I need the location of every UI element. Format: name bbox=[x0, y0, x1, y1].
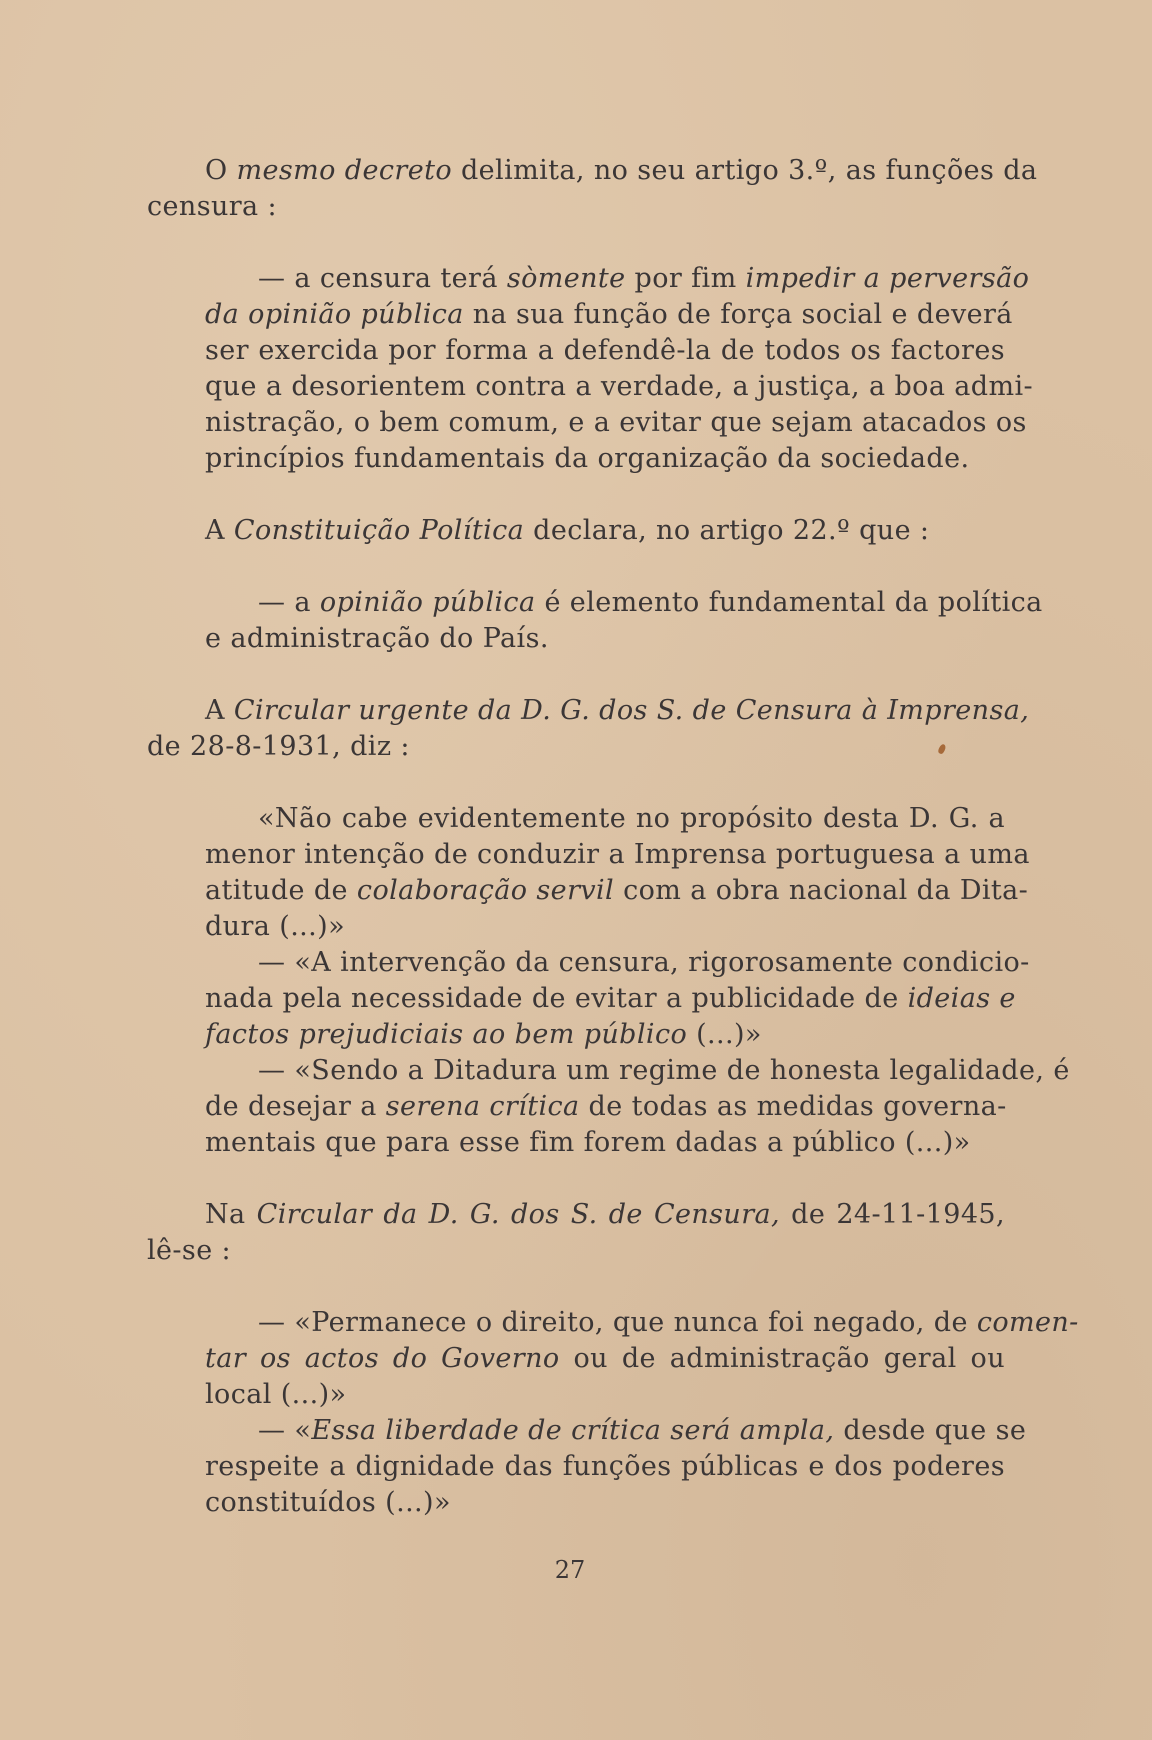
text-segment: — a bbox=[258, 587, 320, 618]
text-segment: Na bbox=[205, 1199, 257, 1230]
text-segment: com a obra nacional da Dita- bbox=[614, 875, 1029, 906]
text-line bbox=[258, 261, 1030, 297]
text-line bbox=[205, 1485, 451, 1521]
text-segment: — «Permanece o direito, que nunca foi negado, de bbox=[258, 1307, 977, 1338]
text-segment: princípios fundamentais da organização da sociedade. bbox=[205, 443, 970, 474]
text-line bbox=[205, 513, 929, 549]
text-line bbox=[205, 1089, 1005, 1125]
italic-text: mesmo decreto bbox=[236, 155, 452, 186]
text-line bbox=[205, 873, 1029, 909]
text-line bbox=[258, 585, 1043, 621]
text-line bbox=[205, 909, 345, 945]
text-segment: — «Sendo a Ditadura um regime de honesta legalidade, é bbox=[258, 1055, 1070, 1086]
text-line bbox=[147, 189, 278, 225]
text-line bbox=[258, 1413, 1027, 1449]
italic-text: Essa liberdade de crítica será ampla, bbox=[311, 1415, 835, 1446]
text-segment: de 24-11-1945, bbox=[780, 1199, 1005, 1230]
italic-text: ideias e bbox=[907, 983, 1016, 1014]
text-segment: respeite a dignidade das funções públicas e dos poderes bbox=[205, 1451, 1005, 1482]
text-line bbox=[147, 1233, 231, 1269]
text-segment: é elemento fundamental da política bbox=[535, 587, 1043, 618]
text-segment: local (...)» bbox=[205, 1379, 347, 1410]
text-segment: ser exercida por forma a defendê-la de todos os factores bbox=[205, 335, 1005, 366]
text-segment: nistração, o bem comum, e a evitar que sejam atacados os bbox=[205, 407, 1027, 438]
text-line bbox=[258, 1053, 1070, 1089]
text-segment: (...)» bbox=[687, 1019, 762, 1050]
text-segment: lê-se : bbox=[147, 1235, 232, 1266]
paper-speck bbox=[937, 743, 947, 755]
text-segment: de 28-8-1931, diz : bbox=[147, 731, 410, 762]
italic-text: Constituição Política bbox=[233, 515, 525, 546]
italic-text: tar os actos do Governo bbox=[205, 1343, 560, 1374]
italic-text: factos prejudiciais ao bem público bbox=[205, 1019, 688, 1050]
text-line bbox=[205, 405, 1027, 441]
italic-text: serena crítica bbox=[385, 1091, 580, 1122]
text-line bbox=[258, 801, 1005, 837]
text-segment: que a desorientem contra a verdade, a justiça, a boa admi- bbox=[205, 371, 1034, 402]
text-line bbox=[258, 945, 1030, 981]
text-segment: «Não cabe evidentemente no propósito desta D. G. a bbox=[258, 803, 1005, 834]
italic-text: Circular da D. G. dos S. de Censura, bbox=[256, 1199, 781, 1230]
italic-text: da opinião pública bbox=[205, 299, 464, 330]
italic-text: impedir a perversão bbox=[745, 263, 1030, 294]
text-line bbox=[147, 729, 410, 765]
text-line bbox=[205, 333, 1005, 369]
text-line bbox=[205, 981, 1016, 1017]
page-number: 27 bbox=[554, 1556, 586, 1584]
text-segment: de todas as medidas governa- bbox=[579, 1091, 1007, 1122]
text-segment: menor intenção de conduzir a Imprensa portuguesa a uma bbox=[205, 839, 1030, 870]
text-segment: A bbox=[205, 695, 234, 726]
text-line bbox=[205, 1125, 971, 1161]
text-segment: por fim bbox=[625, 263, 746, 294]
italic-text: colaboração servil bbox=[356, 875, 615, 906]
italic-text: Circular urgente da D. G. dos S. de Censura à Imprensa, bbox=[233, 695, 1030, 726]
text-segment: desde que se bbox=[834, 1415, 1027, 1446]
text-segment: O bbox=[205, 155, 237, 186]
text-segment: — « bbox=[258, 1415, 312, 1446]
text-line bbox=[205, 369, 1034, 405]
text-segment: dura (...)» bbox=[205, 911, 345, 942]
text-line bbox=[205, 1017, 762, 1053]
italic-text: comen- bbox=[976, 1307, 1079, 1338]
italic-text: opinião pública bbox=[319, 587, 536, 618]
text-line bbox=[205, 837, 1030, 873]
text-segment: e administração do País. bbox=[205, 623, 549, 654]
text-segment: — a censura terá bbox=[258, 263, 507, 294]
text-segment: na sua função de força social e deverá bbox=[463, 299, 1013, 330]
text-line bbox=[205, 1341, 1005, 1377]
text-segment: ou de administração geral ou bbox=[559, 1343, 1005, 1374]
text-line bbox=[205, 441, 969, 477]
text-line bbox=[258, 1305, 1079, 1341]
text-segment: — «A intervenção da censura, rigorosamente condicio- bbox=[258, 947, 1030, 978]
text-line bbox=[205, 1449, 1005, 1485]
italic-text: sòmente bbox=[506, 263, 626, 294]
text-line bbox=[205, 153, 1038, 189]
text-line bbox=[205, 1197, 1005, 1233]
text-line bbox=[205, 621, 549, 657]
text-segment: censura : bbox=[147, 191, 278, 222]
text-segment: constituídos (...)» bbox=[205, 1487, 451, 1518]
text-line bbox=[205, 297, 1013, 333]
text-segment: delimita, no seu artigo 3.º, as funções da bbox=[451, 155, 1038, 186]
text-segment: mentais que para esse fim forem dadas a público (...)» bbox=[205, 1127, 971, 1158]
text-segment: A bbox=[205, 515, 234, 546]
text-segment: de desejar a bbox=[205, 1091, 386, 1122]
text-line bbox=[205, 693, 1030, 729]
text-segment: nada pela necessidade de evitar a publicidade de bbox=[205, 983, 908, 1014]
text-segment: declara, no artigo 22.º que : bbox=[524, 515, 930, 546]
text-segment: atitude de bbox=[205, 875, 357, 906]
text-line bbox=[205, 1377, 346, 1413]
